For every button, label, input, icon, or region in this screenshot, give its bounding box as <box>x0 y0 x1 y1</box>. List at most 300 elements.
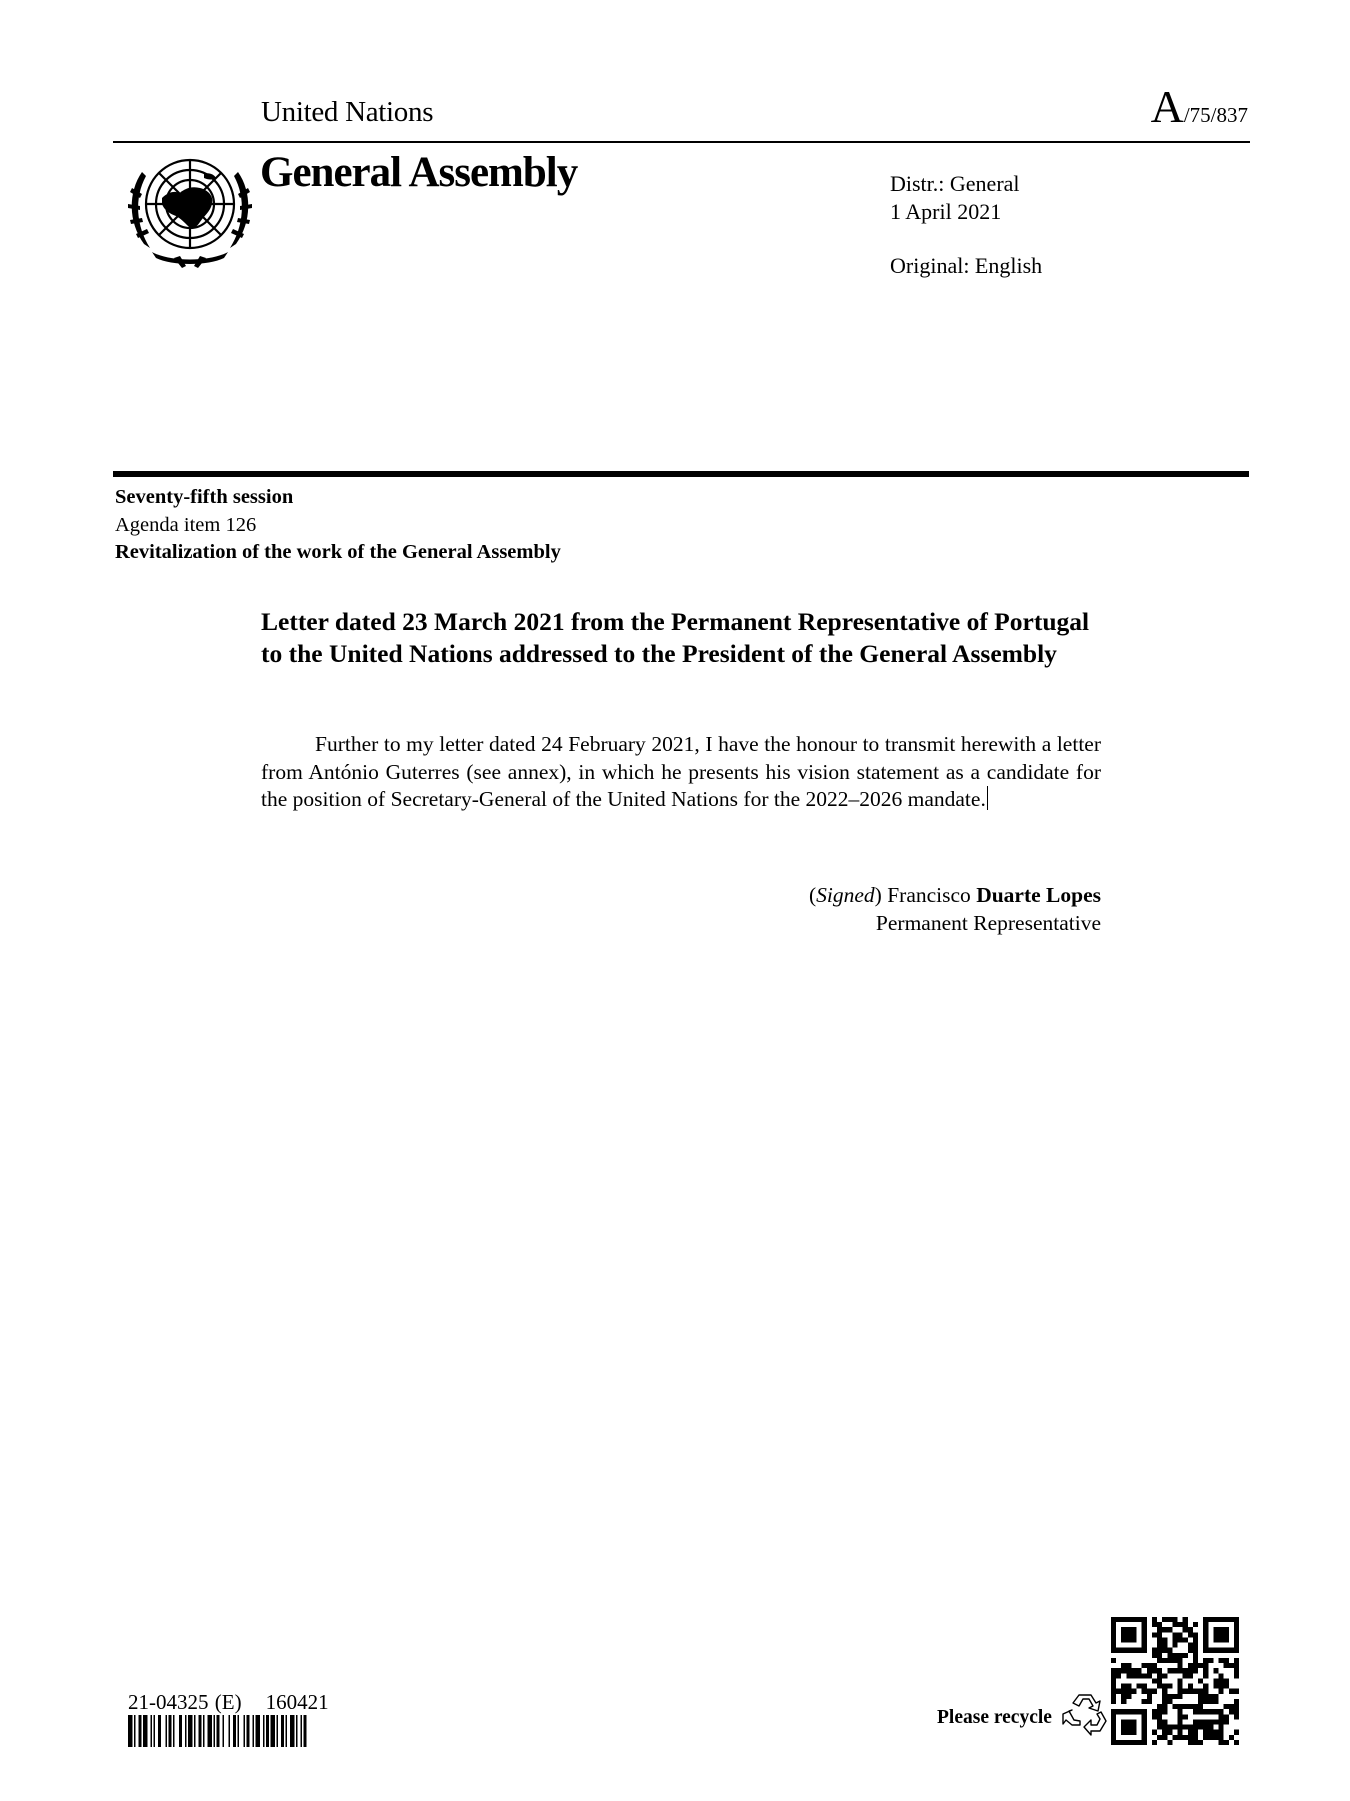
qr-finder <box>1234 1617 1239 1653</box>
qr-module <box>1203 1730 1208 1735</box>
barcode-bar <box>151 1715 153 1747</box>
qr-module <box>1121 1694 1126 1699</box>
barcode-bar <box>203 1715 205 1747</box>
qr-module <box>1111 1689 1116 1694</box>
qr-module <box>1178 1719 1183 1724</box>
qr-module <box>1178 1658 1183 1663</box>
document-symbol-prefix: A <box>1150 81 1184 132</box>
qr-module <box>1234 1704 1239 1709</box>
qr-module <box>1213 1678 1218 1683</box>
qr-module <box>1162 1648 1167 1653</box>
qr-module <box>1111 1694 1116 1699</box>
qr-module <box>1157 1719 1162 1724</box>
qr-module <box>1234 1730 1239 1735</box>
barcode-bar <box>229 1715 231 1747</box>
qr-module <box>1224 1663 1229 1668</box>
qr-module <box>1188 1740 1193 1745</box>
qr-module <box>1188 1632 1193 1637</box>
barcode-bar <box>188 1715 193 1747</box>
qr-module <box>1203 1663 1208 1668</box>
qr-module <box>1178 1637 1183 1642</box>
qr-module <box>1167 1725 1172 1730</box>
qr-module <box>1183 1617 1188 1622</box>
qr-module <box>1147 1663 1152 1668</box>
qr-module <box>1213 1684 1218 1689</box>
qr-module <box>1234 1658 1239 1663</box>
qr-module <box>1183 1673 1188 1678</box>
qr-module <box>1152 1668 1157 1673</box>
qr-module <box>1162 1684 1167 1689</box>
agenda-title: Revitalization of the work of the General Assembly <box>115 541 561 563</box>
qr-module <box>1188 1725 1193 1730</box>
qr-module <box>1126 1673 1131 1678</box>
qr-module <box>1167 1653 1172 1658</box>
qr-module <box>1193 1663 1198 1668</box>
qr-finder <box>1213 1627 1228 1642</box>
qr-module <box>1137 1673 1142 1678</box>
qr-module <box>1142 1663 1147 1668</box>
qr-module <box>1111 1699 1116 1704</box>
qr-module <box>1219 1730 1224 1735</box>
barcode-bar <box>304 1715 307 1747</box>
qr-module <box>1157 1714 1162 1719</box>
qr-module <box>1234 1699 1239 1704</box>
qr-module <box>1193 1658 1198 1663</box>
qr-module <box>1131 1689 1136 1694</box>
qr-module <box>1208 1709 1213 1714</box>
qr-module <box>1157 1709 1162 1714</box>
qr-module <box>1147 1668 1152 1673</box>
qr-module <box>1213 1719 1218 1724</box>
qr-module <box>1121 1689 1126 1694</box>
barcode-bar <box>185 1715 187 1747</box>
qr-module <box>1152 1709 1157 1714</box>
qr-module <box>1198 1704 1203 1709</box>
qr-module <box>1157 1725 1162 1730</box>
organization-name: United Nations <box>261 96 434 128</box>
qr-module <box>1193 1730 1198 1735</box>
qr-module <box>1157 1684 1162 1689</box>
qr-module <box>1121 1668 1126 1673</box>
qr-module <box>1183 1637 1188 1642</box>
distribution-type: Distr.: General <box>890 171 1020 196</box>
document-date: 1 April 2021 <box>890 198 1002 224</box>
qr-module <box>1147 1694 1152 1699</box>
barcode-bar <box>139 1715 142 1747</box>
qr-module <box>1162 1709 1167 1714</box>
qr-module <box>1162 1735 1167 1740</box>
qr-module <box>1193 1653 1198 1658</box>
qr-module <box>1229 1735 1234 1740</box>
qr-module <box>1157 1632 1162 1637</box>
qr-finder <box>1111 1648 1147 1653</box>
qr-module <box>1162 1617 1167 1622</box>
qr-module <box>1111 1678 1116 1683</box>
qr-module <box>1178 1725 1183 1730</box>
qr-finder <box>1111 1709 1116 1745</box>
qr-module <box>1229 1709 1234 1714</box>
qr-module <box>1213 1699 1218 1704</box>
qr-module <box>1203 1719 1208 1724</box>
qr-module <box>1188 1704 1193 1709</box>
qr-module <box>1167 1730 1172 1735</box>
qr-module <box>1219 1673 1224 1678</box>
barcode-bar <box>179 1715 182 1747</box>
qr-module <box>1142 1689 1147 1694</box>
session-rule <box>113 471 1249 477</box>
qr-finder <box>1111 1709 1147 1714</box>
qr-module <box>1183 1622 1188 1627</box>
qr-module <box>1137 1668 1142 1673</box>
qr-module <box>1188 1648 1193 1653</box>
qr-module <box>1157 1637 1162 1642</box>
qr-module <box>1178 1684 1183 1689</box>
qr-module <box>1219 1658 1224 1663</box>
qr-module <box>1172 1653 1177 1658</box>
qr-module <box>1157 1622 1162 1627</box>
qr-finder <box>1203 1617 1239 1622</box>
spacer <box>890 225 1042 252</box>
qr-module <box>1172 1632 1177 1637</box>
qr-module <box>1183 1689 1188 1694</box>
qr-module <box>1224 1704 1229 1709</box>
qr-module <box>1193 1740 1198 1745</box>
qr-module <box>1142 1673 1147 1678</box>
qr-module <box>1178 1735 1183 1740</box>
qr-module <box>1167 1699 1172 1704</box>
qr-module <box>1152 1689 1157 1694</box>
qr-module <box>1208 1735 1213 1740</box>
qr-module <box>1172 1725 1177 1730</box>
qr-module <box>1213 1694 1218 1699</box>
qr-module <box>1178 1709 1183 1714</box>
barcode-bar <box>301 1715 303 1747</box>
barcode-bar <box>263 1715 265 1747</box>
qr-module <box>1162 1725 1167 1730</box>
qr-module <box>1157 1658 1162 1663</box>
qr-module <box>1111 1658 1116 1663</box>
qr-module <box>1152 1648 1157 1653</box>
qr-module <box>1193 1709 1198 1714</box>
qr-module <box>1157 1643 1162 1648</box>
qr-module <box>1172 1668 1177 1673</box>
qr-module <box>1152 1730 1157 1735</box>
session-block <box>115 484 561 567</box>
qr-module <box>1183 1714 1188 1719</box>
barcode-bar <box>281 1715 284 1747</box>
qr-module <box>1116 1689 1121 1694</box>
qr-module <box>1167 1684 1172 1689</box>
qr-module <box>1167 1648 1172 1653</box>
qr-module <box>1234 1663 1239 1668</box>
qr-module <box>1167 1668 1172 1673</box>
qr-module <box>1203 1673 1208 1678</box>
qr-module <box>1116 1668 1121 1673</box>
signatory-surname: Duarte Lopes <box>976 883 1101 907</box>
qr-module <box>1219 1725 1224 1730</box>
letter-body-text: Further to my letter dated 24 February 2021, I have the honour to transmit herewith a letter from António Guterres (see annex), in which he presents his vision statement as a candidate for the position of Secretary-General of the United Nations for the 2022–2026 mandate. <box>261 732 1101 811</box>
qr-module <box>1188 1627 1193 1632</box>
qr-module <box>1208 1699 1213 1704</box>
letter-body[interactable] <box>261 731 1101 814</box>
un-emblem-icon <box>122 152 258 268</box>
header-rule <box>113 141 1250 143</box>
qr-module <box>1157 1627 1162 1632</box>
qr-module <box>1142 1684 1147 1689</box>
qr-module <box>1203 1694 1208 1699</box>
qr-module <box>1178 1730 1183 1735</box>
qr-module <box>1167 1694 1172 1699</box>
qr-module <box>1172 1735 1177 1740</box>
qr-module <box>1162 1643 1167 1648</box>
qr-finder <box>1111 1617 1147 1622</box>
qr-module <box>1178 1668 1183 1673</box>
barcode-bar <box>217 1715 220 1747</box>
qr-module <box>1198 1678 1203 1683</box>
barcode-bar <box>244 1715 246 1747</box>
qr-module <box>1167 1627 1172 1632</box>
signatory-first-name: Francisco <box>887 883 971 907</box>
barcode-bar <box>256 1715 261 1747</box>
qr-module <box>1193 1668 1198 1673</box>
qr-module <box>1121 1699 1126 1704</box>
qr-module <box>1193 1735 1198 1740</box>
barcode-bar <box>166 1715 168 1747</box>
qr-module <box>1162 1694 1167 1699</box>
barcode-bar <box>128 1715 133 1747</box>
qr-module <box>1208 1730 1213 1735</box>
recycle-icon <box>1062 1690 1108 1736</box>
barcode-bar <box>194 1715 196 1747</box>
qr-module <box>1193 1719 1198 1724</box>
qr-module <box>1193 1704 1198 1709</box>
qr-module <box>1178 1678 1183 1683</box>
qr-module <box>1208 1719 1213 1724</box>
qr-module <box>1188 1689 1193 1694</box>
qr-module <box>1224 1684 1229 1689</box>
qr-module <box>1152 1663 1157 1668</box>
qr-module <box>1198 1699 1203 1704</box>
signature-line: (Signed) Francisco Duarte Lopes <box>808 883 1101 907</box>
qr-module <box>1172 1637 1177 1642</box>
qr-module <box>1234 1714 1239 1719</box>
qr-module <box>1162 1699 1167 1704</box>
barcode-bar <box>158 1715 161 1747</box>
qr-module <box>1121 1684 1126 1689</box>
barcode-bar <box>143 1715 148 1747</box>
qr-module <box>1234 1673 1239 1678</box>
qr-module <box>1178 1632 1183 1637</box>
barcode-bar <box>271 1715 276 1747</box>
qr-module <box>1224 1740 1229 1745</box>
session-name: Seventy-fifth session <box>115 486 294 508</box>
qr-module <box>1188 1668 1193 1673</box>
qr-module <box>1131 1668 1136 1673</box>
barcode-bar <box>253 1715 255 1747</box>
qr-finder <box>1121 1719 1136 1734</box>
qr-module <box>1167 1740 1172 1745</box>
job-number: 21-04325 (E) <box>128 1690 242 1714</box>
barcode-icon <box>128 1715 360 1747</box>
barcode-bar <box>154 1715 156 1747</box>
qr-module <box>1183 1668 1188 1673</box>
signed-label: Signed <box>816 883 875 907</box>
qr-module <box>1142 1699 1147 1704</box>
qr-module <box>1219 1735 1224 1740</box>
qr-module <box>1188 1643 1193 1648</box>
qr-module <box>1147 1689 1152 1694</box>
qr-module <box>1203 1709 1208 1714</box>
qr-module <box>1162 1730 1167 1735</box>
qr-module <box>1213 1668 1218 1673</box>
qr-module <box>1224 1719 1229 1724</box>
qr-module <box>1213 1709 1218 1714</box>
qr-module <box>1157 1668 1162 1673</box>
qr-module <box>1183 1704 1188 1709</box>
qr-module <box>1172 1617 1177 1622</box>
qr-module <box>1188 1730 1193 1735</box>
qr-module <box>1198 1694 1203 1699</box>
qr-module <box>1188 1663 1193 1668</box>
signatory-position: Permanent Representative <box>875 910 1101 935</box>
qr-module <box>1147 1673 1152 1678</box>
barcode-bar <box>233 1715 236 1747</box>
qr-module <box>1167 1658 1172 1663</box>
qr-module <box>1162 1673 1167 1678</box>
qr-module <box>1219 1719 1224 1724</box>
qr-module <box>1234 1709 1239 1714</box>
qr-module <box>1193 1725 1198 1730</box>
job-number-line <box>128 1690 329 1715</box>
letter-title: Letter dated 23 March 2021 from the Permanent Representative of Portugal to the United Nations addressed to the President of the General Assembly <box>261 607 1090 668</box>
qr-module <box>1203 1668 1208 1673</box>
qr-module <box>1157 1648 1162 1653</box>
qr-module <box>1203 1684 1208 1689</box>
recycle-label: Please recycle <box>937 1707 1052 1728</box>
barcode-bar <box>247 1715 250 1747</box>
barcode-bar <box>286 1715 288 1747</box>
qr-module <box>1162 1704 1167 1709</box>
qr-finder <box>1111 1617 1116 1653</box>
qr-module <box>1193 1637 1198 1642</box>
qr-module <box>1111 1673 1116 1678</box>
qr-finder <box>1203 1617 1208 1653</box>
qr-module <box>1152 1653 1157 1658</box>
qr-module <box>1193 1648 1198 1653</box>
organ-title: General Assembly <box>260 149 578 196</box>
qr-module <box>1162 1637 1167 1642</box>
qr-module <box>1178 1663 1183 1668</box>
qr-module <box>1198 1725 1203 1730</box>
qr-module <box>1178 1694 1183 1699</box>
qr-module <box>1193 1632 1198 1637</box>
qr-module <box>1162 1658 1167 1663</box>
qr-module <box>1193 1689 1198 1694</box>
qr-module <box>1172 1658 1177 1663</box>
qr-module <box>1178 1714 1183 1719</box>
qr-module <box>1198 1689 1203 1694</box>
qr-module <box>1178 1704 1183 1709</box>
qr-module <box>1172 1643 1177 1648</box>
qr-module <box>1152 1622 1157 1627</box>
qr-module <box>1116 1673 1121 1678</box>
qr-module <box>1224 1678 1229 1683</box>
document-symbol <box>1150 81 1248 132</box>
qr-module <box>1213 1730 1218 1735</box>
qr-module <box>1157 1735 1162 1740</box>
qr-module <box>1203 1699 1208 1704</box>
qr-module <box>1152 1632 1157 1637</box>
barcode-bar <box>134 1715 136 1747</box>
barcode-bar <box>214 1715 216 1747</box>
qr-module <box>1172 1622 1177 1627</box>
qr-module <box>1213 1735 1218 1740</box>
qr-module <box>1157 1673 1162 1678</box>
qr-module <box>1219 1689 1224 1694</box>
qr-module <box>1183 1653 1188 1658</box>
qr-module <box>1198 1740 1203 1745</box>
barcode-bar <box>277 1715 279 1747</box>
qr-module <box>1208 1725 1213 1730</box>
qr-module <box>1198 1709 1203 1714</box>
signature-block <box>600 882 1101 937</box>
barcode-bar <box>223 1715 225 1747</box>
qr-module <box>1162 1719 1167 1724</box>
qr-module <box>1219 1709 1224 1714</box>
qr-module <box>1188 1735 1193 1740</box>
qr-module <box>1219 1678 1224 1683</box>
barcode-bar <box>208 1715 213 1747</box>
qr-module <box>1152 1714 1157 1719</box>
qr-module <box>1121 1663 1126 1668</box>
qr-module <box>1172 1694 1177 1699</box>
qr-module <box>1152 1617 1157 1622</box>
qr-module <box>1162 1627 1167 1632</box>
qr-module <box>1178 1622 1183 1627</box>
qr-module <box>1229 1663 1234 1668</box>
qr-code-icon <box>1111 1617 1239 1745</box>
qr-module <box>1193 1643 1198 1648</box>
qr-module <box>1157 1678 1162 1683</box>
qr-module <box>1224 1714 1229 1719</box>
barcode-bar <box>238 1715 240 1747</box>
qr-module <box>1183 1735 1188 1740</box>
qr-finder <box>1121 1627 1136 1642</box>
processing-date: 160421 <box>265 1690 329 1714</box>
qr-module <box>1229 1689 1234 1694</box>
qr-module <box>1203 1735 1208 1740</box>
qr-module <box>1234 1689 1239 1694</box>
qr-module <box>1188 1684 1193 1689</box>
qr-module <box>1203 1725 1208 1730</box>
qr-finder <box>1142 1617 1147 1653</box>
qr-module <box>1183 1725 1188 1730</box>
barcode-bar <box>296 1715 298 1747</box>
qr-module <box>1203 1658 1208 1663</box>
qr-finder <box>1111 1740 1147 1745</box>
qr-module <box>1219 1684 1224 1689</box>
qr-module <box>1152 1740 1157 1745</box>
qr-module <box>1183 1627 1188 1632</box>
qr-module <box>1234 1668 1239 1673</box>
qr-module <box>1178 1689 1183 1694</box>
qr-module <box>1167 1617 1172 1622</box>
qr-module <box>1229 1704 1234 1709</box>
distribution-block <box>890 170 1042 280</box>
qr-module <box>1198 1663 1203 1668</box>
barcode-bar <box>169 1715 172 1747</box>
barcode-bar <box>266 1715 269 1747</box>
